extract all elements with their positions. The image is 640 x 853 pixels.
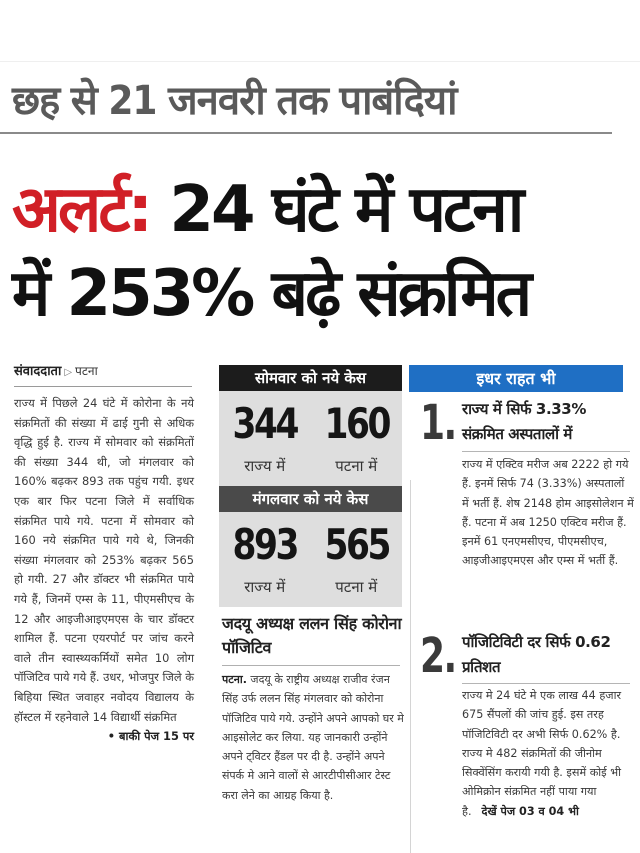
monday-state-stat	[219, 391, 311, 486]
jdu-news-title: जदयू अध्यक्ष ललन सिंह कोरोना पॉजिटिव	[222, 614, 402, 657]
relief-point-2-title: पॉजिटिविटी दर सिर्फ 0.62 प्रतिशत	[462, 633, 611, 676]
headline-alert-word: अलर्ट:	[12, 173, 151, 247]
relief-point-1-number: 1.	[420, 395, 456, 451]
jdu-news-dateline: पटना.	[222, 673, 247, 686]
top-margin	[0, 0, 640, 62]
relief-section-header: इधर राहत भी	[409, 365, 623, 392]
tuesday-cases-row	[219, 512, 402, 607]
relief-point-2-text: राज्य मे 24 घंटे मे एक लाख 44 हजार 675 सैंपलों की जांच हुई. इस तरह पॉजिटिविटी दर अभी सिर्फ 0.62% है. राज्य मे 482 संक्रमितों की जीनोम सिक्वेंसिंग करायी गयी है. इसमें कोई भी ओमिक्रोन संक्रमित नहीं पाया गया है.	[462, 689, 622, 818]
tuesday-patna-value: 565	[323, 520, 389, 569]
tuesday-cases-header: मंगलवार को नये केस	[219, 486, 402, 512]
tuesday-patna-stat	[311, 512, 403, 607]
jdu-news-body	[222, 670, 404, 805]
tuesday-state-value: 893	[232, 520, 297, 569]
monday-patna-value: 160	[323, 399, 389, 448]
kicker-headline: छह से 21 जनवरी तक पाबंदियां	[12, 78, 457, 124]
monday-state-label: राज्य में	[244, 457, 286, 475]
main-headline	[12, 168, 632, 336]
new-cases-stats-box	[219, 365, 402, 607]
left-story-body	[14, 394, 194, 747]
byline	[14, 360, 194, 382]
headline-line-1-text: 24 घंटे में पटना	[150, 173, 522, 247]
byline-reporter: संवाददाता	[14, 364, 62, 379]
byline-location: पटना	[75, 364, 98, 378]
headline-line-1	[12, 168, 632, 252]
relief-point-1-title: राज्य में सिर्फ 3.33% संक्रमित अस्पतालों में	[462, 400, 586, 443]
jdu-news-text: जदयू के राष्ट्रीय अध्यक्ष राजीव रंजन सिंह उर्फ ललन सिंह मंगलवार को कोरोना पॉजिटिव पाये गये. उन्होंने अपने आपको घर मे आइसोलेट कर लिया. यह जानकारी उन्होंने अपने ट्विटर हैंडल पर दी है. उन्होंने अपने संपर्क मे आने वालों से आरटीपीसीआर टेस्ट करा लेने का आग्रह किया है.	[222, 673, 404, 802]
headline-line-2: में 253% बढ़े संक्रमित	[12, 257, 530, 331]
see-also-pages-link[interactable]: देखें पेज 03 व 04 भी	[481, 804, 579, 818]
monday-cases-row	[219, 391, 402, 486]
monday-patna-label: पटना में	[335, 457, 378, 475]
relief-point-1-body: राज्य में एक्टिव मरीज अब 2222 हो गये हैं. इनमें सिर्फ 74 (3.33%) अस्पतालों में भर्ती हैं. शेष 2148 होम आइसोलेशन में हैं. पटना में अब 1250 एक्टिव मरीज हैं. इनमें 61 एनएमसीएच, पीएमसीएच, आइजीआइएमएस और एम्स में भर्ती हैं.	[462, 458, 634, 568]
byline-arrow-icon: ▷	[64, 367, 73, 378]
monday-patna-stat	[311, 391, 403, 486]
relief-point-1-divider	[462, 451, 630, 452]
tuesday-patna-label: पटना में	[335, 578, 378, 596]
left-story-text: राज्य में पिछले 24 घंटे में कोरोना के नये संक्रमितों की संख्या में ढाई गुनी से अधिक वृद्धि हुई है. राज्य में सोमवार को संक्रमितों की संख्या 344 थी, जो मंगलवार को 160% बढ़कर 893 तक पहुंच गयी. इधर एक बार फिर पटना जिले में सर्वाधिक संक्रमित पाये गये. पटना में सोमवार को 160 नये संक्रमित पाये गये थे, जिनकी संख्या मंगलवार को 253% बढ़कर 565 हो गयी. 27 और डॉक्टर भी संक्रमित पाये गये हैं, जिनमें एम्स के 11, पीएमसीएच के 12 और आइजीआइएमएस के चार डॉक्टर शामिल हैं. पटना एयरपोर्ट पर जांच करने वाले तीन स्वास्थ्यकर्मियों समेत 10 लोग पॉजिटिव पाये गये हैं. उधर, भोजपुर जिले के बिहिया स्थित जवाहर नवोदय विद्यालय के हॉस्टल में रहनेवाले 14 विद्यार्थी संक्रमित	[14, 396, 194, 724]
kicker-divider	[0, 132, 612, 134]
relief-point-2-divider	[462, 683, 630, 684]
monday-cases-header: सोमवार को नये केस	[219, 365, 402, 391]
relief-point-2-number: 2.	[420, 628, 456, 684]
continued-on-page-link[interactable]: • बाकी पेज 15 पर	[107, 729, 194, 744]
monday-state-value: 344	[232, 399, 297, 448]
column-divider	[410, 480, 411, 853]
jdu-news-divider	[222, 665, 400, 666]
tuesday-state-stat	[219, 512, 311, 607]
byline-divider	[14, 386, 192, 387]
tuesday-state-label: राज्य में	[244, 578, 286, 596]
relief-point-2-body	[462, 686, 634, 821]
